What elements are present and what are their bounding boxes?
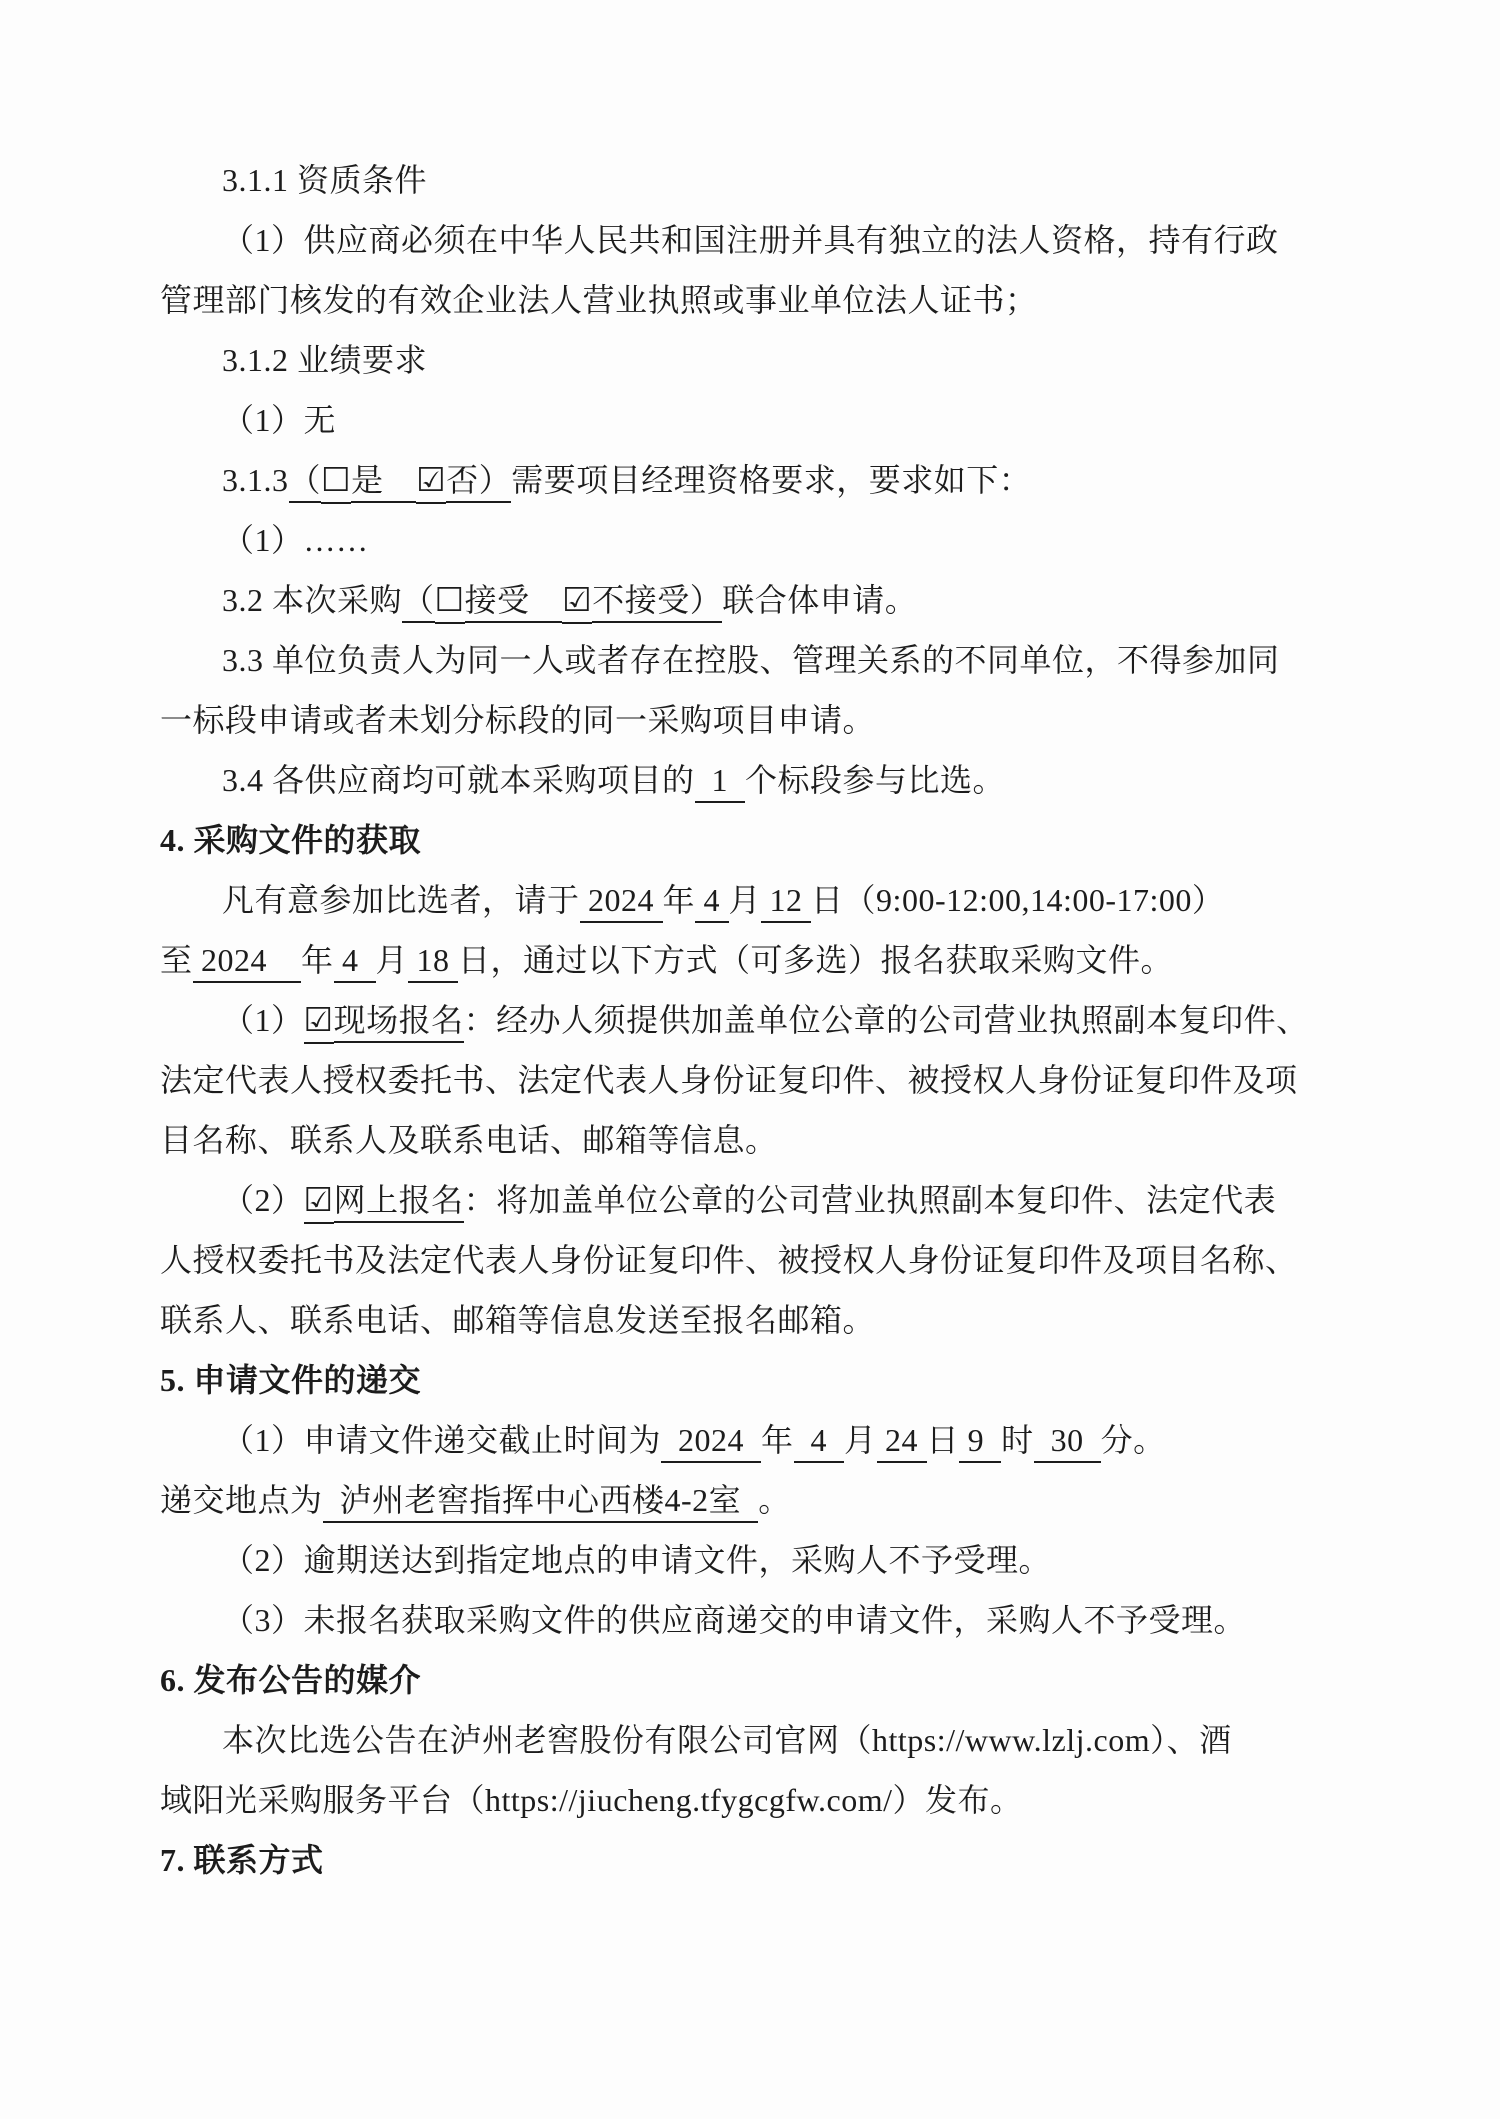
line-4-item-2c	[160, 1290, 1360, 1350]
line-3-1-2-item-1	[160, 390, 1360, 450]
checkbox-unchecked-icon: ☐	[435, 580, 465, 624]
text-segment: 6. 发布公告的媒介	[160, 1662, 422, 1698]
line-3-4	[160, 750, 1360, 810]
underlined-fill-in-value: 网上报名	[334, 1182, 464, 1223]
underlined-fill-in-value: （	[402, 582, 435, 623]
underlined-fill-in-value: 泸州老窖指挥中心西楼4-2室	[323, 1482, 759, 1523]
text-segment: 人授权委托书及法定代表人身份证复印件、被授权人身份证复印件及项目名称、	[160, 1242, 1298, 1278]
underlined-fill-in-value: 2024	[580, 882, 663, 923]
text-segment: 至	[160, 942, 193, 978]
text-segment: 管理部门核发的有效企业法人营业执照或事业单位法人证书；	[160, 282, 1038, 318]
text-segment: （2）逾期送达到指定地点的申请文件，采购人不予受理。	[222, 1542, 1052, 1578]
line-6-b	[160, 1770, 1360, 1830]
text-segment: 4. 采购文件的获取	[160, 822, 422, 858]
text-segment: （1）无	[222, 402, 337, 438]
text-segment: 3.4 各供应商均可就本采购项目的	[222, 762, 695, 798]
text-segment: 。	[758, 1482, 791, 1518]
text-segment: 凡有意参加比选者，请于	[222, 882, 580, 918]
underlined-fill-in-value: 4	[334, 942, 376, 983]
text-segment: （2）	[222, 1182, 304, 1218]
text-segment: 分。	[1100, 1422, 1166, 1458]
line-3-1-1-heading	[160, 150, 1360, 210]
text-segment: 目名称、联系人及联系电话、邮箱等信息。	[160, 1122, 778, 1158]
text-segment: （1）……	[222, 522, 369, 558]
section-6-heading	[160, 1650, 1360, 1710]
text-segment: 联系人、联系电话、邮箱等信息发送至报名邮箱。	[160, 1302, 876, 1338]
underlined-fill-in-value: 24	[877, 1422, 927, 1463]
underlined-fill-in-value: 1	[695, 762, 746, 803]
text-segment: 个标段参与比选。	[745, 762, 1006, 798]
text-segment: 日	[926, 1422, 960, 1458]
line-4-b	[160, 930, 1360, 990]
line-3-3-a	[160, 630, 1360, 690]
checkbox-checked-icon: ☑	[562, 580, 592, 624]
underlined-fill-in-value: 4	[695, 882, 729, 923]
text-segment: （1）申请文件递交截止时间为	[222, 1422, 662, 1458]
text-segment: 年	[301, 942, 334, 978]
text-segment: ：经办人须提供加盖单位公章的公司营业执照副本复印件、	[463, 1002, 1309, 1038]
text-segment: 7. 联系方式	[160, 1842, 324, 1878]
underlined-fill-in-value: 不接受）	[592, 582, 722, 623]
checkbox-unchecked-icon: ☐	[321, 460, 351, 504]
text-segment: 需要项目经理资格要求，要求如下：	[511, 462, 1032, 498]
text-segment: 3.1.1 资质条件	[222, 162, 428, 198]
text-segment: 3.3 单位负责人为同一人或者存在控股、管理关系的不同单位，不得参加同	[222, 642, 1280, 678]
underlined-fill-in-value: （	[289, 462, 322, 503]
line-4-item-2b	[160, 1230, 1360, 1290]
underlined-fill-in-value: 12	[761, 882, 811, 923]
line-5-item-1b	[160, 1470, 1360, 1530]
underlined-fill-in-value: 是	[351, 462, 416, 503]
text-segment: 月	[375, 942, 409, 978]
line-5-item-1a	[160, 1410, 1360, 1470]
text-segment: 3.1.3	[222, 462, 289, 498]
line-3-2	[160, 570, 1360, 630]
text-segment: 年	[761, 1422, 794, 1458]
line-5-item-3	[160, 1590, 1360, 1650]
text-segment: 一标段申请或者未划分标段的同一采购项目申请。	[160, 702, 876, 738]
checkbox-checked-icon: ☑	[304, 1180, 334, 1224]
underlined-fill-in-value: 9	[959, 1422, 1001, 1463]
line-4-item-1a	[160, 990, 1360, 1050]
text-segment: （1）	[222, 1002, 304, 1038]
line-6-a	[160, 1710, 1360, 1770]
line-3-1-1-item-1b	[160, 270, 1360, 330]
underlined-fill-in-value: 接受	[465, 582, 563, 623]
text-segment: 月	[844, 1422, 877, 1458]
text-segment: 5. 申请文件的递交	[160, 1362, 422, 1398]
text-segment: （3）未报名获取采购文件的供应商递交的申请文件，采购人不予受理。	[222, 1602, 1247, 1638]
text-segment: 法定代表人授权委托书、法定代表人身份证复印件、被授权人身份证复印件及项	[160, 1062, 1298, 1098]
text-segment: ：将加盖单位公章的公司营业执照副本复印件、法定代表	[463, 1182, 1277, 1218]
text-segment: 递交地点为	[160, 1482, 323, 1518]
line-4-a	[160, 870, 1360, 930]
text-segment: 联合体申请。	[722, 582, 918, 618]
line-4-item-1c	[160, 1110, 1360, 1170]
line-3-1-3-item-1	[160, 510, 1360, 570]
text-segment: 日（9:00-12:00,14:00-17:00）	[811, 882, 1225, 918]
underlined-fill-in-value: 30	[1034, 1422, 1101, 1463]
underlined-fill-in-value: 现场报名	[334, 1002, 464, 1043]
text-segment: 域阳光采购服务平台（https://jiucheng.tfygcgfw.com/）发布。	[160, 1782, 1023, 1818]
text-segment: 日，通过以下方式（可多选）报名获取采购文件。	[458, 942, 1174, 978]
section-7-heading	[160, 1830, 1360, 1890]
document-body	[160, 150, 1360, 1890]
line-4-item-2a	[160, 1170, 1360, 1230]
underlined-fill-in-value: 18	[408, 942, 458, 983]
text-segment: 3.1.2 业绩要求	[222, 342, 428, 378]
line-3-1-2-heading	[160, 330, 1360, 390]
line-3-1-3	[160, 450, 1360, 510]
underlined-fill-in-value: 2024	[661, 1422, 761, 1463]
text-segment: 本次比选公告在泸州老窖股份有限公司官网（https://www.lzlj.com）、酒	[222, 1722, 1232, 1758]
line-5-item-2	[160, 1530, 1360, 1590]
line-3-3-b	[160, 690, 1360, 750]
text-segment: 年	[662, 882, 696, 918]
section-4-heading	[160, 810, 1360, 870]
underlined-fill-in-value: 否）	[446, 462, 511, 503]
section-5-heading	[160, 1350, 1360, 1410]
checkbox-checked-icon: ☑	[304, 1000, 334, 1044]
text-segment: （1）供应商必须在中华人民共和国注册并具有独立的法人资格，持有行政	[222, 222, 1279, 258]
text-segment: 时	[1001, 1422, 1034, 1458]
text-segment: 月	[728, 882, 762, 918]
underlined-fill-in-value: 2024	[193, 942, 302, 983]
underlined-fill-in-value: 4	[794, 1422, 845, 1463]
checkbox-checked-icon: ☑	[416, 460, 446, 504]
text-segment: 3.2 本次采购	[222, 582, 403, 618]
line-3-1-1-item-1a	[160, 210, 1360, 270]
line-4-item-1b	[160, 1050, 1360, 1110]
